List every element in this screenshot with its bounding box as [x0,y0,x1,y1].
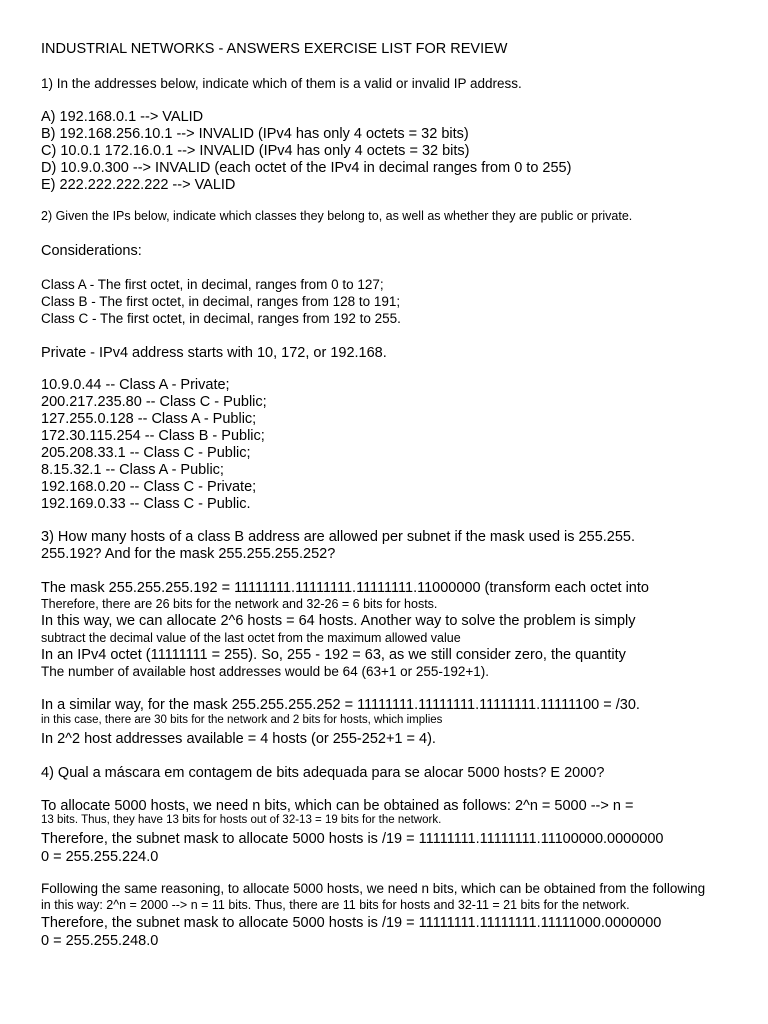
q2-answer: 10.9.0.44 -- Class A - Private; [41,377,230,393]
q2-question: 2) Given the IPs below, indicate which classes they belong to, as well as whether they are public or private. [41,209,633,223]
private-note: Private - IPv4 address starts with 10, 172, or 192.168. [41,345,387,361]
q2-answer: 127.255.0.128 -- Class A - Public; [41,411,257,427]
q4-paragraph2-line: 0 = 255.255.248.0 [41,933,159,949]
q3-paragraph1-line: The number of available host addresses would be 64 (63+1 or 255-192+1). [41,664,490,679]
q1-answer-c: C) 10.0.1 172.16.0.1 --> INVALID (IPv4 has only 4 octets = 32 bits) [41,143,470,159]
q3-paragraph1-line: The mask 255.255.255.192 = 11111111.11111111.11111111.11000000 (transform each octet into [41,580,649,596]
q3-paragraph1-line: Therefore, there are 26 bits for the network and 32-26 = 6 bits for hosts. [41,597,438,611]
class-a-rule: Class A - The first octet, in decimal, ranges from 0 to 127; [41,277,384,292]
q3-paragraph1-line: In an IPv4 octet (11111111 = 255). So, 255 - 192 = 63, as we still consider zero, the quantity [41,647,626,663]
q2-answer: 200.217.235.80 -- Class C - Public; [41,394,267,410]
q4-paragraph2-line: Therefore, the subnet mask to allocate 5000 hosts is /19 = 11111111.11111111.11111000.0000000 [41,915,662,931]
q1-answer-e: E) 222.222.222.222 --> VALID [41,177,236,193]
q4-paragraph1-line: To allocate 5000 hosts, we need n bits, which can be obtained as follows: 2^n = 5000 --> n = [41,798,634,814]
q3-paragraph1-line: In this way, we can allocate 2^6 hosts = 64 hosts. Another way to solve the problem is simply [41,613,636,629]
q4-paragraph1-line: 0 = 255.255.224.0 [41,849,159,865]
document-title: INDUSTRIAL NETWORKS - ANSWERS EXERCISE LIST FOR REVIEW [41,41,508,57]
q4-question: 4) Qual a máscara em contagem de bits adequada para se alocar 5000 hosts? E 2000? [41,765,605,781]
q1-question: 1) In the addresses below, indicate which of them is a valid or invalid IP address. [41,76,522,91]
q4-paragraph2-line: Following the same reasoning, to allocate 5000 hosts, we need n bits, which can be obtained from the following [41,881,706,896]
q2-answer: 8.15.32.1 -- Class A - Public; [41,462,224,478]
q3-question-line: 255.192? And for the mask 255.255.255.252? [41,546,336,562]
q1-answer-b: B) 192.168.256.10.1 --> INVALID (IPv4 has only 4 octets = 32 bits) [41,126,469,142]
q3-paragraph2-line: in this case, there are 30 bits for the network and 2 bits for hosts, which implies [41,714,443,726]
q3-question-line: 3) How many hosts of a class B address are allowed per subnet if the mask used is 255.255. [41,529,636,545]
q1-answer-d: D) 10.9.0.300 --> INVALID (each octet of the IPv4 in decimal ranges from 0 to 255) [41,160,572,176]
class-c-rule: Class C - The first octet, in decimal, ranges from 192 to 255. [41,311,401,326]
q4-paragraph1-line: Therefore, the subnet mask to allocate 5000 hosts is /19 = 11111111.11111111.11100000.0000000 [41,831,664,847]
q4-paragraph2-line: in this way: 2^n = 2000 --> n = 11 bits. Thus, there are 11 bits for hosts and 32-11 = 21 bits for the network. [41,898,630,912]
q3-paragraph2-line: In 2^2 host addresses available = 4 hosts (or 255-252+1 = 4). [41,731,436,747]
q3-paragraph2-line: In a similar way, for the mask 255.255.255.252 = 11111111.11111111.11111111.11111100 = /30. [41,697,640,713]
class-b-rule: Class B - The first octet, in decimal, ranges from 128 to 191; [41,294,401,309]
considerations-heading: Considerations: [41,243,142,259]
q2-answer: 205.208.33.1 -- Class C - Public; [41,445,251,461]
q2-answer: 172.30.115.254 -- Class B - Public; [41,428,265,444]
q4-paragraph1-line: 13 bits. Thus, they have 13 bits for hosts out of 32-13 = 19 bits for the network. [41,814,442,826]
q2-answer: 192.168.0.20 -- Class C - Private; [41,479,257,495]
q3-paragraph1-line: subtract the decimal value of the last octet from the maximum allowed value [41,631,461,645]
q2-answer: 192.169.0.33 -- Class C - Public. [41,496,251,512]
q1-answer-a: A) 192.168.0.1 --> VALID [41,109,204,125]
